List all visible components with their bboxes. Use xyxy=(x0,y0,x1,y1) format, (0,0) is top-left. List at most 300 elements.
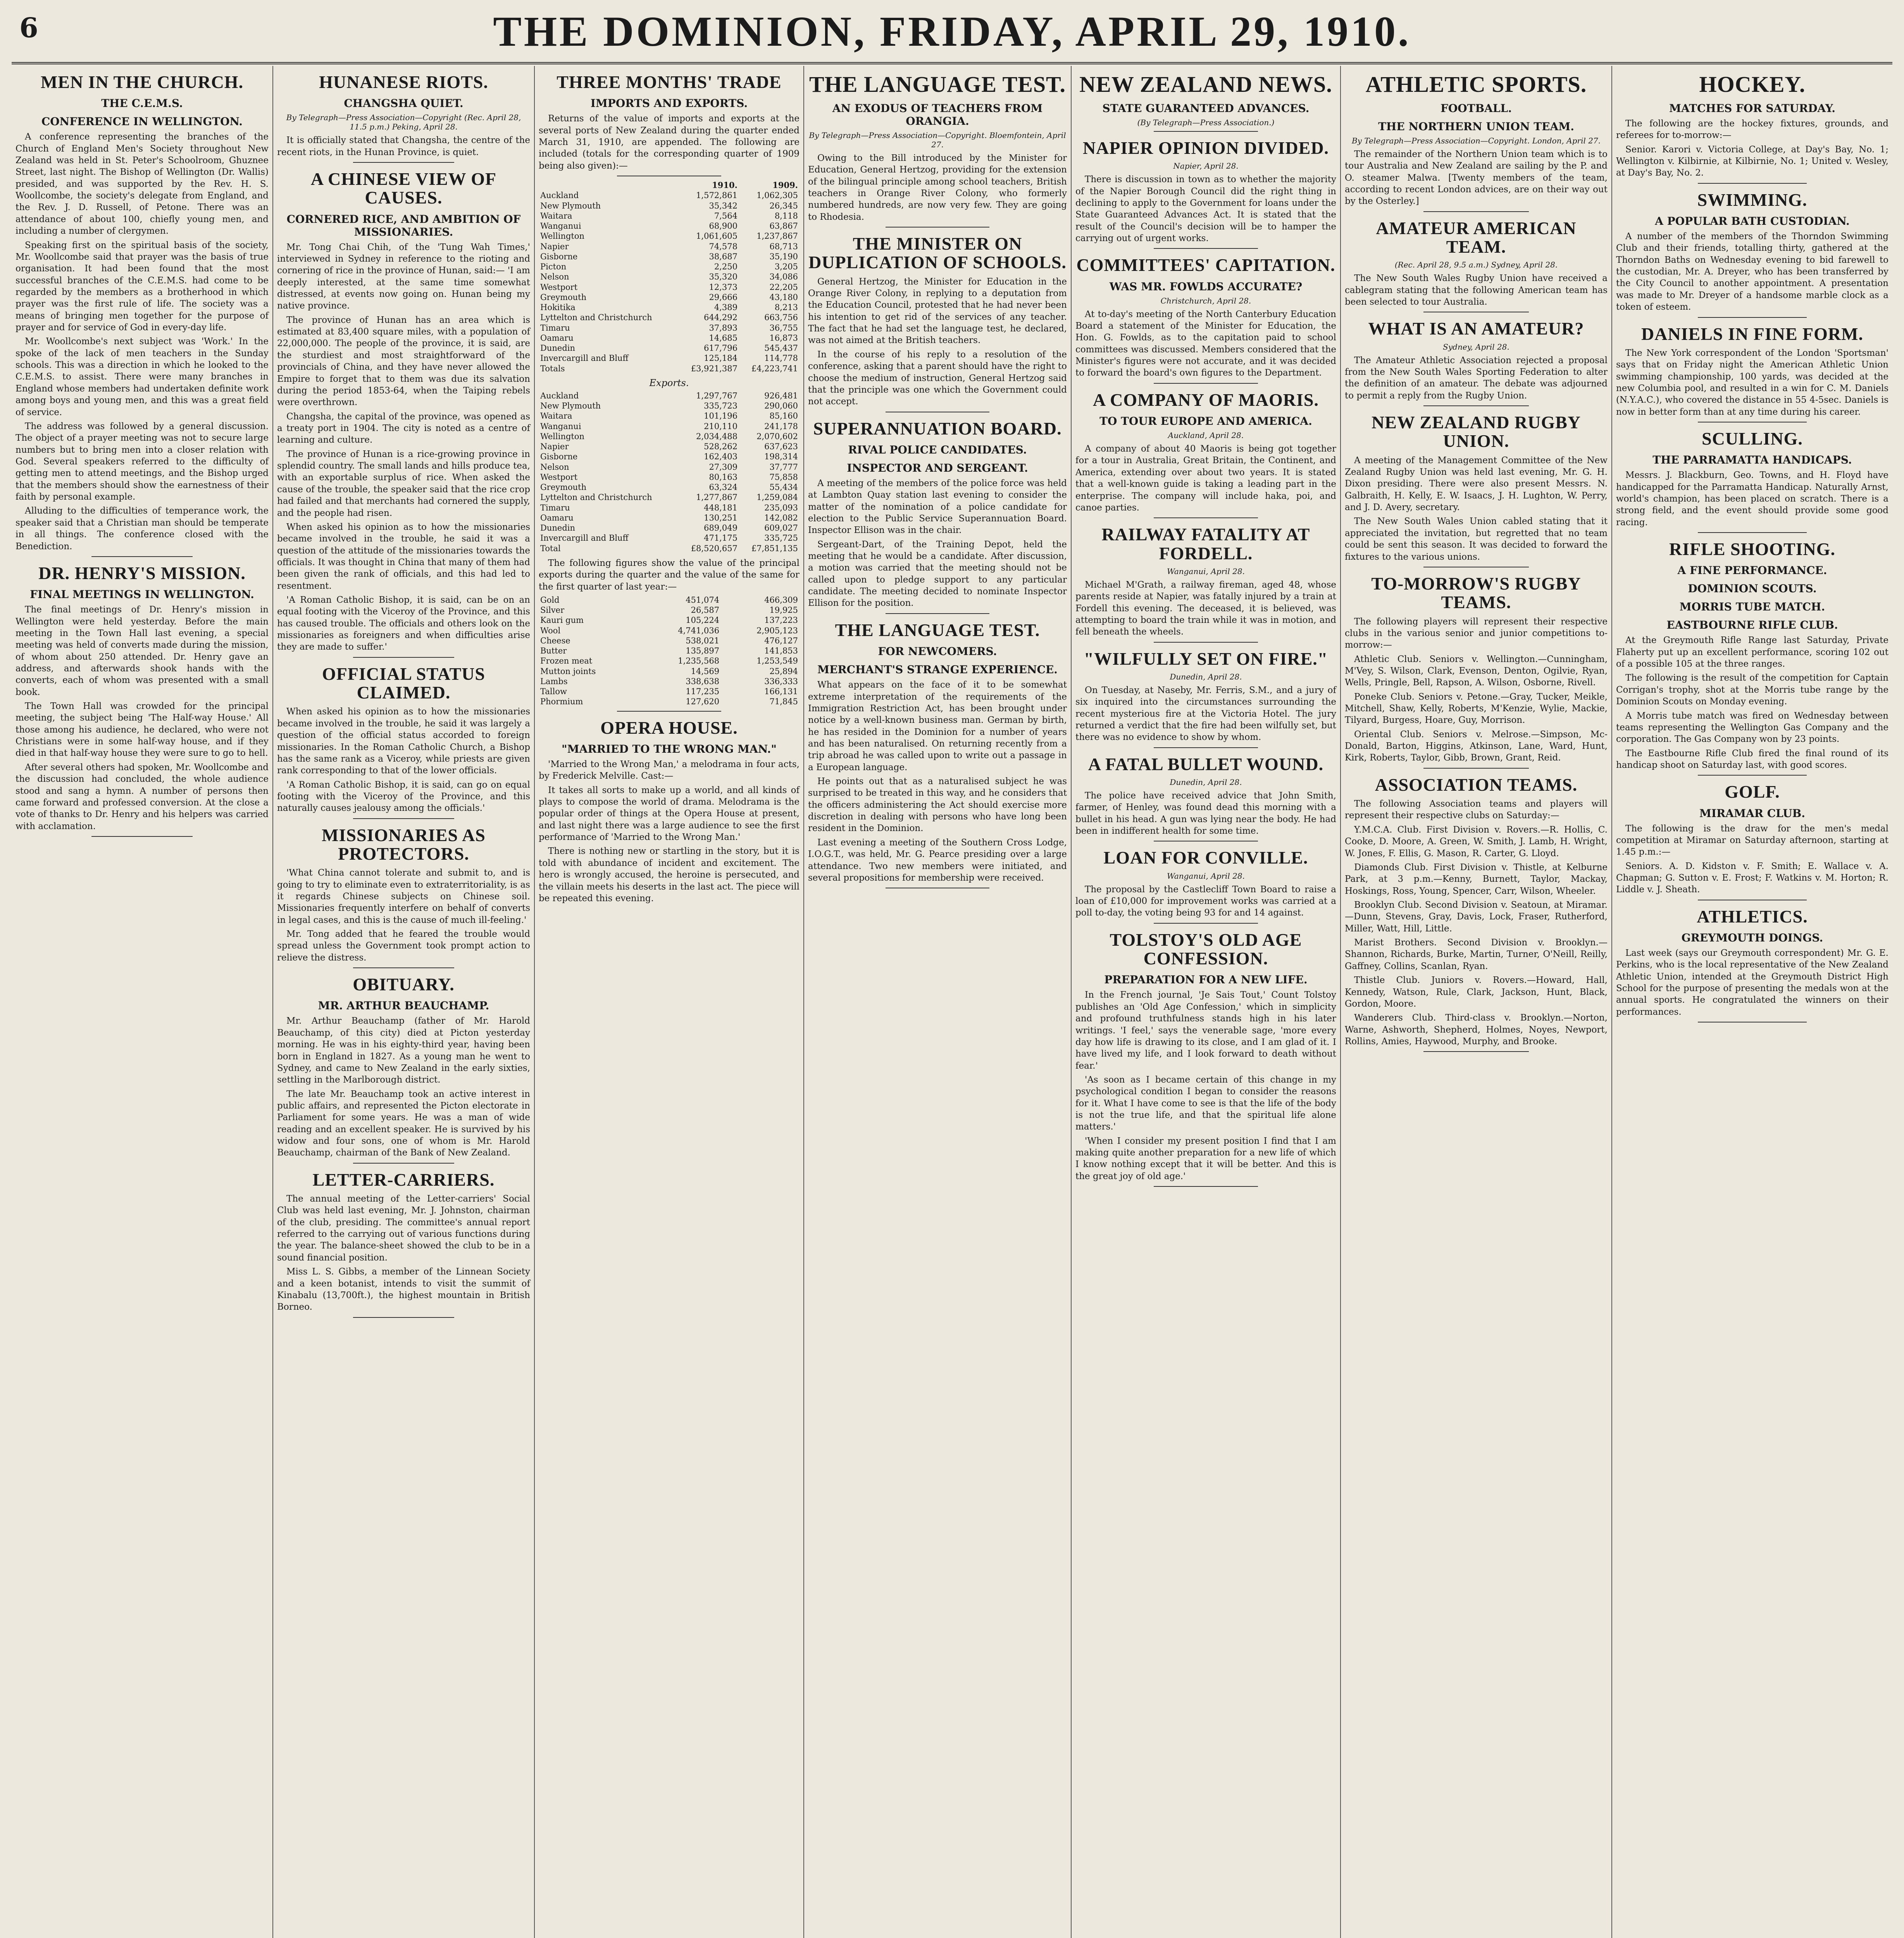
headline: NAPIER OPINION DIVIDED. xyxy=(1082,138,1329,158)
table-row xyxy=(539,391,800,401)
table-value: 1,259,084 xyxy=(756,493,798,502)
table-label: Oamaru xyxy=(540,333,574,343)
table-label: Cheese xyxy=(540,636,570,645)
table-value: 1,297,767 xyxy=(696,391,737,400)
article xyxy=(808,234,1067,412)
table-row xyxy=(539,353,800,363)
table-row xyxy=(539,482,800,492)
exports-label: Exports. xyxy=(649,377,689,388)
column-5 xyxy=(1072,66,1341,1938)
column-2 xyxy=(273,66,535,1938)
byline: Napier, April 28. xyxy=(1173,161,1239,171)
article xyxy=(808,73,1067,228)
table-value: 29,666 xyxy=(709,292,737,302)
headline: NEW ZEALAND RUGBY UNION. xyxy=(1371,412,1581,451)
subheadline: THE C.E.M.S. xyxy=(101,97,183,110)
paragraph: When asked his opinion as to how the missionaries became involved in the trouble, he said it was largely a question of the official status accorded to foreign missionaries. In the Roman Catholic Church, a Bishop has the same rank as a Viceroy, while priests are given rank corresponding to that of the lower officials. xyxy=(277,707,530,776)
paragraph: 'As soon as I became certain of this change in my psychological condition I began to consider the reasons for it. What I have come to see is that the life of the body is not the true life, and that the spiritual life alone matters.' xyxy=(1075,1074,1336,1132)
table-value: 4,741,036 xyxy=(678,626,720,635)
article-body xyxy=(539,113,800,172)
article xyxy=(1075,256,1336,383)
article-body xyxy=(1075,685,1336,743)
table-row xyxy=(539,211,800,221)
table-value: 538,021 xyxy=(686,636,720,645)
table-label: Auckland xyxy=(540,391,579,400)
subheadline: WAS MR. FOWLDS ACCURATE? xyxy=(1109,280,1303,293)
table-label: Westport xyxy=(540,472,578,482)
table-row xyxy=(539,595,800,605)
byline: Christchurch, April 28. xyxy=(1160,296,1251,305)
article xyxy=(1345,73,1608,212)
table-value: 3,205 xyxy=(774,262,798,272)
paragraph: A company of about 40 Maoris is being got together for a tour in Australia, Great Britain, the Continent, and America, extending over about two years. It is stated that a well-known guide is taking a leading part in the enterprise. The company will include haka, poi, and canoe parties. xyxy=(1075,444,1336,513)
paragraph: The address was followed by a general discussion. The object of a prayer meeting was not to secure large numbers but to bring men into a closer relation with God. Several speakers referred to the difficulty of getting men to attend meetings, and the Bishop urged that the members should show the earnestness of their faith by personal example. xyxy=(16,421,269,502)
table-value: 290,060 xyxy=(764,401,798,411)
table-value: 545,437 xyxy=(764,343,798,353)
paragraph: Miss L. S. Gibbs, a member of the Linnean Society and a keen botanist, intends to visit the summit of Kinabalu (13,700ft.), the highest mountain in British Borneo. xyxy=(277,1267,530,1312)
paragraph: The Eastbourne Rifle Club fired the final round of its handicap shoot on Saturday last, with good scores. xyxy=(1616,748,1888,770)
table-row xyxy=(539,462,800,472)
table-value: 117,235 xyxy=(686,687,720,697)
table-header xyxy=(539,180,679,190)
article-body xyxy=(1345,798,1608,1047)
table-row xyxy=(539,241,800,252)
paragraph: 'A Roman Catholic Bishop, it is said, can go on equal footing with the Viceroy of the Province, and this naturally causes jealousy among the officials.' xyxy=(277,779,530,814)
divider xyxy=(1154,248,1258,249)
exports-table xyxy=(539,391,800,553)
table-row xyxy=(539,513,800,523)
headline: HUNANESE RIOTS. xyxy=(319,72,488,92)
headline: THE LANGUAGE TEST. xyxy=(835,620,1040,640)
principal-exports-intro xyxy=(539,557,800,593)
paragraph: Athletic Club. Seniors v. Wellington.—Cunningham, M'Vey, S. Wilson, Clark, Evenson, Denton, Ogilvie, Ryan, Wells, Pringle, Bell, Rapson, A. Wilson, Osborne, Rivell. xyxy=(1345,654,1608,688)
article xyxy=(277,170,530,658)
paragraph: The annual meeting of the Letter-carriers' Social Club was held last evening, Mr. J. Johnston, chairman of the club, presiding. The committee's annual report referred to the carrying out of various functions during the year. The balance-sheet showed the club to be in a sound financial position. xyxy=(277,1194,530,1263)
headline: TOLSTOY'S OLD AGE CONFESSION. xyxy=(1110,929,1302,969)
subheadline: CORNERED RICE, AND AMBITION OF MISSIONARIES. xyxy=(286,212,521,238)
paragraph: The Town Hall was crowded for the principal meeting, the subject being 'The Half-way House.' All those among his audience, he declared, who were not Christians were in some half-way house, and if they died in that half-way house they were sure to go to hell. xyxy=(16,701,269,759)
paragraph: The following Association teams and players will represent their respective clubs on Saturday:— xyxy=(1345,799,1608,821)
table-value: 8,213 xyxy=(774,303,798,312)
article-body xyxy=(808,276,1067,408)
table-label: Butter xyxy=(540,646,567,656)
table-label: Greymouth xyxy=(540,292,587,302)
table-value: 68,713 xyxy=(769,241,798,251)
paragraph: Wanderers Club. Third-class v. Brooklyn.—Norton, Warne, Ashworth, Shepherd, Holmes, Noyes, Newport, Rollins, Amies, Haywood, Murphy, and Brooke. xyxy=(1345,1013,1608,1047)
table-value: 16,873 xyxy=(769,333,798,343)
paragraph: A Morris tube match was fired on Wednesday between teams representing the Wellington Gas Company and the corporation. The Gas Company won by 23 points. xyxy=(1616,710,1888,745)
headline: COMMITTEES' CAPITATION. xyxy=(1076,255,1335,275)
subheadline: GREYMOUTH DOINGS. xyxy=(1681,931,1823,945)
table-value: 451,074 xyxy=(686,595,720,605)
table-label: New Plymouth xyxy=(540,401,601,411)
paragraph: A number of the members of the Thorndon Swimming Club and their friends, totalling thirty, gathered at the Thorndon Baths on Wednesday evening to bid farewell to the custodian, Mr. A. Dreyer, who has been transferred by the City Council to another appointment. A presentation was made to Mr. Dreyer of a handsome marble clock as a token of esteem. xyxy=(1616,231,1888,312)
subheadline: FOR NEWCOMERS. xyxy=(878,645,997,658)
table-value: 448,181 xyxy=(704,503,737,512)
article xyxy=(16,564,269,837)
page-number: 6 xyxy=(19,12,38,44)
table-row xyxy=(539,533,800,543)
headline: HOCKEY. xyxy=(1699,72,1806,97)
article-body xyxy=(16,131,269,552)
table-label: Wanganui xyxy=(540,221,581,231)
article xyxy=(808,621,1067,888)
table-value: 2,250 xyxy=(714,262,737,272)
divider xyxy=(353,818,454,819)
table-label: Nelson xyxy=(540,272,569,282)
article xyxy=(1075,650,1336,748)
table-value: £8,520,657 xyxy=(691,543,737,553)
paragraph: The proposal by the Castlecliff Town Board to raise a loan of £10,000 for improvement works was carried at a poll to-day, the voting being 93 for and 14 against. xyxy=(1075,884,1336,918)
table-value: 63,324 xyxy=(709,483,737,492)
table-value: 68,900 xyxy=(709,221,737,231)
paragraph: A conference representing the branches of the Church of England Men's Society throughout New Zealand was held in St. Peter's Schoolroom, Ghuznee Street, last night. The Bishop of Wellington (Dr. Wallis) presided, and was supported by the Rev. H. S. Woollcombe, the society's delegate from England, and the Rev. J. D. Russell, of Petone. There was an attendance of about 100, chiefly young men, and including a number of clergymen. xyxy=(16,132,269,236)
paragraph: There is discussion in town as to whether the majority of the Napier Borough Council did the right thing in declining to apply to the Government for loans under the State Guaranteed Advances Act. It is stated that the result of the Council's decision will be to hamper the carrying out of urgent works. xyxy=(1075,174,1336,243)
paragraph: The following is the draw for the men's medal competition at Miramar on Saturday afternoon, starting at 1.45 p.m.:— xyxy=(1616,823,1888,857)
divider xyxy=(617,711,721,712)
table-row xyxy=(539,221,800,231)
paragraph: After several others had spoken, Mr. Woollcombe and the discussion had concluded, the whole audience stood and sang a hymn. A number of persons then came forward and professed conversion. At the close a vote of thanks to Dr. Henry and his helpers was carried with acclamation. xyxy=(16,762,269,831)
paragraph: A meeting of the members of the police force was held at Lambton Quay station last evening to consider the matter of the nomination of a police candidate for election to the Public Service Superannuation Board. Inspector Ellison was in the chair. xyxy=(808,478,1067,536)
byline: Dunedin, April 28. xyxy=(1170,778,1242,787)
table-value: 80,163 xyxy=(709,472,737,482)
headline: GOLF. xyxy=(1725,782,1780,802)
byline: Wanganui, April 28. xyxy=(1167,566,1245,576)
article xyxy=(1616,325,1888,422)
byline: By Telegraph—Press Association—Copyright. London, April 27. xyxy=(1351,136,1601,145)
table-value: 663,756 xyxy=(764,313,798,322)
article-body xyxy=(1075,443,1336,514)
subheadline: CHANGSHA QUIET. xyxy=(344,97,464,110)
headline: MISSIONARIES AS PROTECTORS. xyxy=(322,825,486,864)
table-label: Wanganui xyxy=(540,421,581,431)
paragraph: Thistle Club. Juniors v. Rovers.—Howard, Hall, Kennedy, Watson, Rule, Clark, Jackson, Hunt, Black, Gordon, Moore. xyxy=(1345,975,1608,1009)
article-body xyxy=(277,134,530,158)
headline: "WILFULLY SET ON FIRE." xyxy=(1084,648,1328,669)
table-row xyxy=(539,636,800,646)
table-value: 101,196 xyxy=(704,411,737,421)
paragraph: Diamonds Club. First Division v. Thistle, at Kelburne Park, at 3 p.m.—Kenny, Burnett, Taylor, Mackay, Hoskings, Ross, Young, Spencer, Carr, Wilson, Wheeler. xyxy=(1345,862,1608,896)
divider xyxy=(353,162,454,163)
byline: Wanganui, April 28. xyxy=(1167,871,1245,881)
article xyxy=(1345,219,1608,313)
subheadline: A POPULAR BATH CUSTODIAN. xyxy=(1655,214,1850,228)
table-value: 4,389 xyxy=(714,303,737,312)
table-value: 38,687 xyxy=(709,252,737,261)
table-value: 35,190 xyxy=(769,252,798,261)
table-row xyxy=(539,411,800,421)
article xyxy=(1616,73,1888,184)
divider xyxy=(91,556,193,557)
divider xyxy=(1154,383,1258,384)
table-row xyxy=(539,272,800,282)
paragraph: There is nothing new or startling in the story, but it is told with abundance of incident and excitement. The hero is wrongly accused, the heroine is persecuted, and the villain meets his deserts in the last act. The piece will be repeated this evening. xyxy=(539,846,800,903)
paragraph: 'What China cannot tolerate and submit to, and is going to try to eliminate even to extraterritoriality, is as it regards Chinese subjects on Chinese soil. Missionaries frequently interfere on behalf of converts in legal cases, and this is the cause of much ill-feeling.' xyxy=(277,868,530,925)
table-row xyxy=(539,441,800,452)
table-label: Lyttelton and Christchurch xyxy=(540,313,652,322)
article-body xyxy=(277,1015,530,1159)
table-row xyxy=(539,452,800,462)
subheadline: MR. ARTHUR BEAUCHAMP. xyxy=(318,999,489,1012)
table-row xyxy=(539,364,800,374)
headline: ATHLETIC SPORTS. xyxy=(1365,72,1587,97)
table-value: 926,481 xyxy=(764,391,798,400)
table-value: 19,925 xyxy=(769,605,798,615)
table-row xyxy=(539,503,800,513)
table-label: Gold xyxy=(540,595,560,605)
paragraph: The New South Wales Union cabled stating that it appreciated the invitation, but regretted that no team could be sent this season. It was decided to forward the fixtures to the various unions. xyxy=(1345,516,1608,562)
table-value: 338,638 xyxy=(686,676,720,686)
subheadline: CONFERENCE IN WELLINGTON. xyxy=(41,115,243,128)
table-value: 210,110 xyxy=(704,421,737,431)
table-row xyxy=(539,626,800,636)
divider xyxy=(1154,1186,1258,1187)
paragraph: Seniors. A. D. Kidston v. F. Smith; E. Wallace v. A. Chapman; G. Sutton v. E. Frost; F. Watkins v. M. Horton; R. Liddle v. J. Sheath. xyxy=(1616,861,1888,895)
table-label: Picton xyxy=(540,262,567,272)
table-value: 71,845 xyxy=(769,697,798,707)
table-label: Nelson xyxy=(540,462,569,472)
table-value: 7,564 xyxy=(714,211,737,221)
article xyxy=(1345,574,1608,769)
divider xyxy=(1423,211,1528,212)
table-value: 528,262 xyxy=(704,442,737,452)
paragraph: He points out that as a naturalised subject he was surprised to be treated in this way, and he considers that the officers administering the Act should exercise more discretion in dealing with persons who have long been resident in the Dominion. xyxy=(808,776,1067,834)
table-label: New Plymouth xyxy=(540,201,601,210)
table-value: 162,403 xyxy=(704,452,737,462)
table-label: Hokitika xyxy=(540,303,576,312)
table-label: Greymouth xyxy=(540,483,587,492)
table-label: Westport xyxy=(540,282,578,292)
headline: WHAT IS AN AMATEUR? xyxy=(1368,319,1584,339)
article-body xyxy=(808,478,1067,609)
article xyxy=(1075,525,1336,642)
table-value: 105,224 xyxy=(686,616,720,625)
article xyxy=(1075,391,1336,518)
table-value: 74,578 xyxy=(709,241,737,251)
table-label: Timaru xyxy=(540,503,570,512)
table-value: 617,796 xyxy=(704,343,737,353)
table-row xyxy=(539,262,800,272)
table-value: 335,725 xyxy=(764,533,798,543)
table-value: 130,251 xyxy=(704,513,737,522)
headline: DR. HENRY'S MISSION. xyxy=(38,563,246,583)
paragraph: Mr. Arthur Beauchamp (father of Mr. Harold Beauchamp, of this city) died at Picton yesterday morning. He was in his eighty-third year, having been born in England in 1827. As a young man he went to Sydney, and came to New Zealand in the early sixties, settling in the Marlborough district. xyxy=(277,1016,530,1085)
table-label: Silver xyxy=(540,605,565,615)
subheadline: RIVAL POLICE CANDIDATES. xyxy=(848,443,1027,456)
table-row xyxy=(539,312,800,322)
masthead xyxy=(12,4,1892,64)
paragraph: The remainder of the Northern Union team which is to tour Australia and New Zealand are sailing by the P. and O. steamer Malwa. [Twenty members of the team, according to recent London advices, are on their way out by the Osterley.] xyxy=(1345,149,1608,207)
article-body xyxy=(277,867,530,964)
table-label: Napier xyxy=(540,241,569,251)
paragraph: The following are the hockey fixtures, grounds, and referees for to-morrow:— xyxy=(1616,118,1888,141)
article-body xyxy=(1616,347,1888,418)
paragraph: The final meetings of Dr. Henry's mission in Wellington were held yesterday. Before the main meeting in the Town Hall last evening, a special meeting was held of converts made during the mission, of whom about 250 attended. Dr. Henry gave an address, and afterwards shook hands with the converts, each of whom was presented with a small book. xyxy=(16,605,269,697)
table-row xyxy=(539,523,800,533)
paragraph: It is officially stated that Changsha, the centre of the recent riots, in the Hunan Province, is quiet. xyxy=(277,135,530,157)
paragraph: The following players will represent their respective clubs in the various senior and junior competitions to-morrow:— xyxy=(1345,616,1608,650)
table-value: 2,070,602 xyxy=(756,431,798,441)
paragraph: The late Mr. Beauchamp took an active interest in public affairs, and represented the Picton electorate in Parliament for some years. He was a man of wide reading and an excellent speaker. He is survived by his widow and four sons, one of whom is Mr. Harold Beauchamp, chairman of the Bank of New Zealand. xyxy=(277,1089,530,1158)
paragraph: The following figures show the value of the principal exports during the quarter and the value of the same for the first quarter of last year:— xyxy=(539,558,800,592)
headline: OPERA HOUSE. xyxy=(600,717,738,738)
table-label: Gisborne xyxy=(540,252,578,261)
table-label: Phormium xyxy=(540,697,583,707)
paragraph: Mr. Woollcombe's next subject was 'Work.' In the spoke of the lack of men teachers in the Sunday schools. This was a direction in which he looked to the C.E.M.S. to assist. There were many branches in England whose members had undertaken definite work among boys and young men, and this was a great field of service. xyxy=(16,336,269,417)
table-label: Oamaru xyxy=(540,513,574,522)
article-body xyxy=(1345,616,1608,764)
table-value: 637,623 xyxy=(764,442,798,452)
headline: ASSOCIATION TEAMS. xyxy=(1375,774,1578,795)
table-row xyxy=(539,282,800,292)
headline: RIFLE SHOOTING. xyxy=(1669,539,1836,559)
table-label: Tallow xyxy=(540,687,567,697)
table-value: 2,905,123 xyxy=(756,626,798,635)
subheadline: THE PARRAMATTA HANDICAPS. xyxy=(1652,453,1852,467)
table-label: Waitara xyxy=(540,211,572,221)
table-value: 1,062,305 xyxy=(756,191,798,200)
paragraph: Changsha, the capital of the province, was opened as a treaty port in 1904. The city is noted as a centre of learning and culture. xyxy=(277,411,530,445)
divider xyxy=(1154,517,1258,518)
table-row xyxy=(539,190,800,200)
article-body xyxy=(1616,947,1888,1018)
table-value: 1,237,867 xyxy=(756,231,798,241)
subheadline: STATE GUARANTEED ADVANCES. xyxy=(1102,102,1310,115)
article-body xyxy=(16,604,269,832)
subheadline: INSPECTOR AND SERGEANT. xyxy=(847,461,1028,474)
paragraph: 'A Roman Catholic Bishop, it is said, can be on an equal footing with the Viceroy of the Province, and this has caused trouble. The officials and others look on the missionaries as foreigners and when difficulties arise they are made to suffer.' xyxy=(277,595,530,652)
table-row xyxy=(539,292,800,302)
paragraph: When asked his opinion as to how the missionaries became involved in the trouble, he said it was a question of the attitude of the missionaries towards the officials. It was thought in China that many of them had been given the rank of officials, and this had led to resentment. xyxy=(277,522,530,591)
divider xyxy=(1154,131,1258,132)
table-value: 25,894 xyxy=(769,666,798,676)
table-label: Lyttelton and Christchurch xyxy=(540,493,652,502)
table-row xyxy=(539,543,800,553)
paragraph: The New York correspondent of the London 'Sportsman' says that on Friday night the American Athletic Union swimming championship, 100 yards, was decided at the new Columbia pool, and resulted in a win for C. M. Daniels (N.Y.A.C.), who covered the distance in 55 4-5sec. Daniels is now in better form than at any time during his career. xyxy=(1616,348,1888,417)
table-value: 142,082 xyxy=(764,513,798,522)
headline: THE MINISTER ON DUPLICATION OF SCHOOLS. xyxy=(808,234,1067,272)
paragraph: In the French journal, 'Je Sais Tout,' Count Tolstoy publishes an 'Old Age Confession,' which in simplicity and profound truthfulness stands high in his later writings. 'I feel,' says the venerable sage, 'more every day how life is drawing to its close, and I am glad of it. I have lived my life, and I look forward to death without fear.' xyxy=(1075,990,1336,1071)
article-body xyxy=(277,1193,530,1313)
table-value: 198,314 xyxy=(764,452,798,462)
table-value: 26,345 xyxy=(769,201,798,210)
subheadline: PREPARATION FOR A NEW LIFE. xyxy=(1104,973,1308,986)
paragraph: Last evening a meeting of the Southern Cross Lodge, I.O.G.T., was held, Mr. G. Pearce presiding over a large attendance. Two new members were initiated, and several propositions for membership were received. xyxy=(808,837,1067,883)
table-row xyxy=(539,686,800,697)
table-value: 1,061,605 xyxy=(696,231,737,241)
table-label: Dunedin xyxy=(540,343,575,353)
column-4 xyxy=(804,66,1072,1938)
table-row xyxy=(539,605,800,615)
article xyxy=(1616,191,1888,318)
paragraph: The police have received advice that John Smith, farmer, of Henley, was found dead this morning with a bullet in his head. A gun was lying near the body. He had been in indifferent health for some time. xyxy=(1075,791,1336,836)
article xyxy=(1075,139,1336,249)
table-value: 336,333 xyxy=(764,676,798,686)
table-value: 114,778 xyxy=(764,353,798,363)
table-label: Waitara xyxy=(540,411,572,421)
divider xyxy=(886,227,989,228)
headline: SWIMMING. xyxy=(1697,190,1808,210)
table-value: 14,569 xyxy=(691,666,720,676)
article xyxy=(1075,931,1336,1187)
table-row xyxy=(539,615,800,625)
headline: A FATAL BULLET WOUND. xyxy=(1088,754,1324,774)
article-body xyxy=(1075,174,1336,244)
article xyxy=(1345,413,1608,567)
table-row xyxy=(539,343,800,353)
table-label: Frozen meat xyxy=(540,656,593,666)
table-label: Timaru xyxy=(540,323,570,333)
table-row xyxy=(539,333,800,343)
article-body xyxy=(1075,884,1336,919)
headline: OFFICIAL STATUS CLAIMED. xyxy=(322,664,485,703)
headline: AMATEUR AMERICAN TEAM. xyxy=(1376,218,1577,257)
table-value: 26,587 xyxy=(691,605,720,615)
table-row xyxy=(539,431,800,441)
paragraph: Y.M.C.A. Club. First Division v. Rovers.—R. Hollis, C. Cooke, D. Moore, A. Green, W. Smith, J. Lamb, H. Wright, W. Jones, F. Ellis, G. Mason, R. Carter, G. Lloyd. xyxy=(1345,824,1608,859)
headline: DANIELS IN FINE FORM. xyxy=(1641,324,1864,344)
table-value: 1,253,549 xyxy=(756,656,798,666)
headline: SCULLING. xyxy=(1702,428,1803,448)
paragraph: The following is the result of the competition for Captain Corrigan's trophy, shot at the Morris tube range by the Dominion Scouts on Monday evening. xyxy=(1616,673,1888,707)
table-value: 141,853 xyxy=(764,646,798,656)
subheadline: DOMINION SCOUTS. xyxy=(1688,582,1817,595)
paragraph: On Tuesday, at Naseby, Mr. Ferris, S.M., and a jury of six inquired into the circumstances surrounding the recent mysterious fire at the Victoria Hotel. The jury returned a verdict that the fire had been wilfully set, but there was no evidence to show by whom. xyxy=(1075,685,1336,743)
column-1 xyxy=(12,66,273,1938)
subheadline: MATCHES FOR SATURDAY. xyxy=(1669,102,1836,115)
paragraph: At to-day's meeting of the North Canterbury Education Board a statement of the Minister for Education, the Hon. G. Fowlds, as to the capitation paid to school committees was discussed. Members considered that the Minister's figures were not accurate, and it was decided to forward the board's own figures to the Department. xyxy=(1075,309,1336,378)
table-row xyxy=(539,401,800,411)
byline: (By Telegraph—Press Association.) xyxy=(1137,117,1275,127)
article xyxy=(277,73,530,163)
article-body xyxy=(808,152,1067,223)
column-6 xyxy=(1341,66,1612,1938)
table-value: 55,434 xyxy=(769,483,798,492)
table-value: 476,127 xyxy=(764,636,798,645)
table-value: 166,131 xyxy=(764,687,798,697)
divider xyxy=(91,836,193,837)
byline: By Telegraph—Press Association—Copyright (Rec. April 28, 11.5 p.m.) Peking, April 28. xyxy=(286,113,521,132)
table-value: 335,723 xyxy=(704,401,737,411)
headline: NEW ZEALAND NEWS. xyxy=(1079,72,1332,97)
paragraph: At the Greymouth Rifle Range last Saturday, Private Flaherty put up an excellent performance, scoring 102 out of a possible 105 at the three ranges. xyxy=(1616,635,1888,669)
divider xyxy=(353,657,454,658)
table-label: Dunedin xyxy=(540,523,575,533)
article xyxy=(1616,540,1888,776)
subheadline: IMPORTS AND EXPORTS. xyxy=(590,97,748,110)
table-header: 1909. xyxy=(772,180,798,190)
paragraph: Marist Brothers. Second Division v. Brooklyn.—Shannon, Richards, Burke, Martin, Turner, O'Neill, Reilly, Gaffney, Collins, Scanlan, Ryan. xyxy=(1345,938,1608,971)
article-body xyxy=(808,679,1067,884)
paragraph: Last week (says our Greymouth correspondent) Mr. G. E. Perkins, who is the local representative of the New Zealand Athletic Union, intended at the Greymouth District High School for the purpose of presenting the medals won at the annual sports. He congratulated the winners on their performances. xyxy=(1616,948,1888,1017)
article-body xyxy=(539,759,800,904)
divider xyxy=(1698,532,1807,533)
page-columns xyxy=(12,66,1892,1938)
table-value: 127,620 xyxy=(686,697,720,707)
divider xyxy=(1698,317,1807,318)
paragraph: Michael M'Grath, a railway fireman, aged 48, whose parents reside at Napier, was fatally injured by a train at Fordell this evening. The deceased, it is believed, was attempting to board the train while it was in motion, and fell beneath the wheels. xyxy=(1075,579,1336,637)
table-row xyxy=(539,231,800,241)
table-value: 43,180 xyxy=(769,292,798,302)
table-label: Invercargill and Bluff xyxy=(540,353,629,363)
article xyxy=(277,826,530,968)
table-value: 241,178 xyxy=(764,421,798,431)
paragraph: Mr. Tong Chai Chih, of the 'Tung Wah Times,' interviewed in Sydney in reference to the rioting and cornering of rice in the province of Hunan, said:— 'I am deeply interested, at the same time somewhat distressed, at events now going on. Hunan being my native province. xyxy=(277,242,530,311)
article-body xyxy=(1616,231,1888,313)
article xyxy=(1616,429,1888,533)
byline: By Telegraph—Press Association—Copyright. Bloemfontein, April 27. xyxy=(809,130,1066,149)
article xyxy=(1345,319,1608,406)
